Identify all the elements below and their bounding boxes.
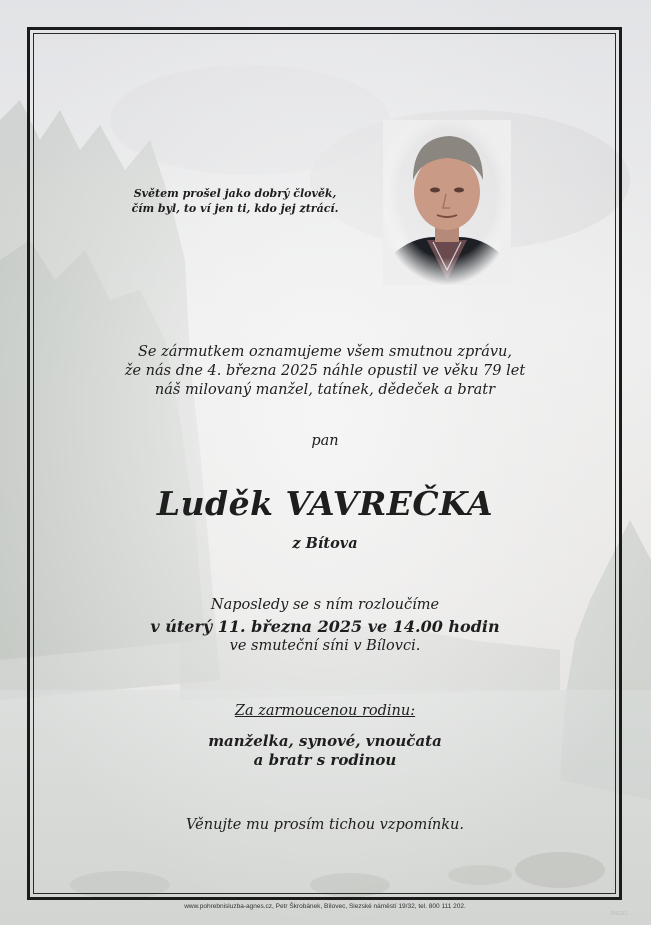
announcement-text bbox=[60, 343, 590, 400]
announcement-line-1: Se zármutkem oznamujeme všem smutnou zprávu, bbox=[137, 344, 513, 360]
motto-verse bbox=[120, 186, 350, 216]
footer-imprint: www.pohrebnisluzba-agnes.cz, Petr Škrobánek, Bílovec, Slezské náměstí 19/32, tel. 800 111 202. bbox=[184, 903, 466, 910]
corner-mark: ©NGS1 bbox=[610, 911, 628, 917]
family-line-2: a bratr s rodinou bbox=[253, 751, 397, 769]
announcement-line-3: náš milovaný manžel, tatínek, dědeček a bratr bbox=[154, 382, 496, 398]
closing-line: Věnujte mu prosím tichou vzpomínku. bbox=[186, 817, 464, 833]
farewell-location: ve smuteční síni v Bílovci. bbox=[229, 638, 421, 654]
motto-line-2: čím byl, to ví jen ti, kdo jej ztrácí. bbox=[131, 202, 339, 215]
family-heading: Za zarmoucenou rodinu: bbox=[234, 703, 416, 719]
salutation: pan bbox=[311, 433, 339, 449]
portrait-photo bbox=[383, 120, 511, 285]
announcement-line-2: že nás dne 4. března 2025 náhle opustil ve věku 79 let bbox=[124, 363, 526, 379]
farewell-date-time: v úterý 11. března 2025 ve 14.00 hodin bbox=[150, 617, 500, 636]
farewell-line-1: Naposledy se s ním rozloučíme bbox=[210, 597, 440, 613]
motto-line-1: Světem prošel jako dobrý člověk, bbox=[133, 187, 337, 200]
family-line-1: manželka, synové, vnoučata bbox=[208, 732, 442, 750]
deceased-name: Luděk VAVREČKA bbox=[156, 484, 494, 523]
deceased-origin: z Bítova bbox=[292, 535, 358, 552]
